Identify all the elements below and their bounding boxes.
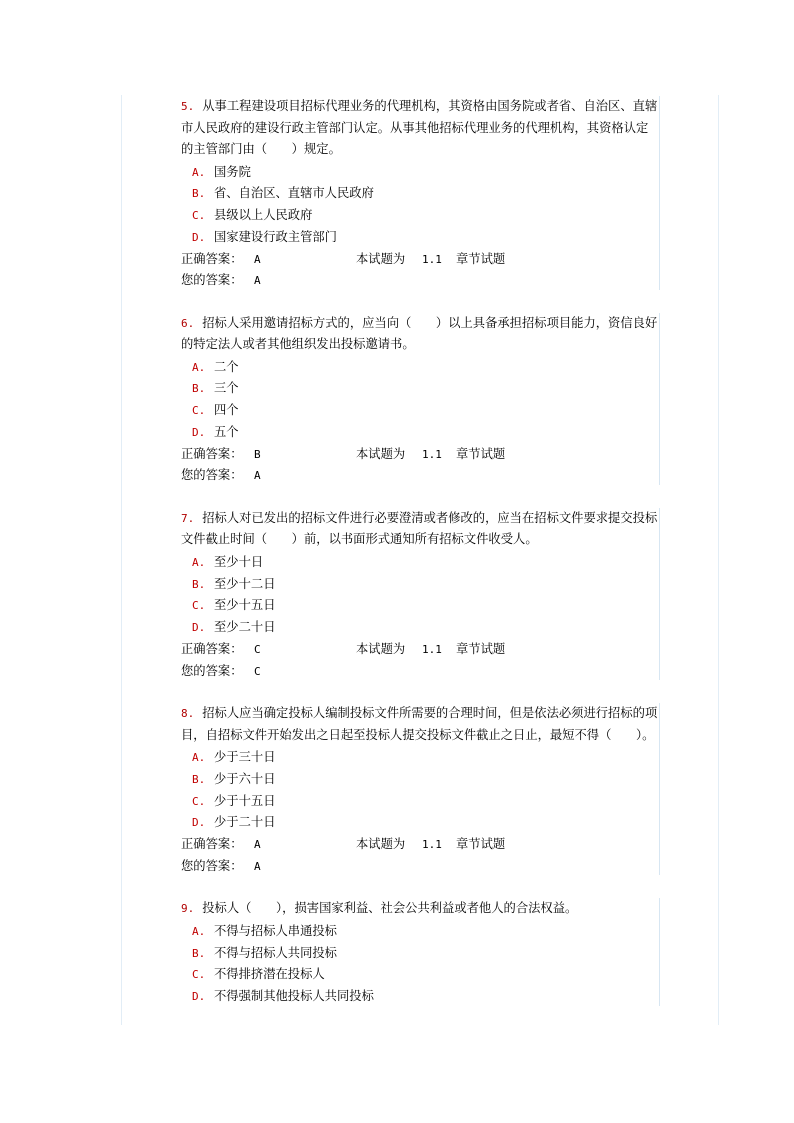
option-letter: C. bbox=[192, 404, 206, 418]
option-d bbox=[181, 617, 659, 639]
option-letter: B. bbox=[192, 577, 206, 591]
option-c bbox=[181, 964, 659, 986]
your-answer-row bbox=[181, 661, 659, 683]
your-answer-label: 您的答案： bbox=[181, 273, 243, 288]
question-item bbox=[181, 96, 659, 292]
question-item bbox=[181, 898, 659, 1008]
option-d bbox=[181, 812, 659, 834]
question-text-block bbox=[181, 313, 659, 356]
option-letter: D. bbox=[192, 230, 206, 244]
option-letter: A. bbox=[192, 360, 206, 374]
correct-answer-value: A bbox=[254, 252, 261, 266]
your-answer-label: 您的答案： bbox=[181, 663, 243, 678]
question-number: 9. bbox=[181, 902, 195, 916]
correct-answer-row bbox=[181, 444, 659, 466]
correct-answer-label: 正确答案： bbox=[181, 642, 243, 657]
option-c bbox=[181, 205, 659, 227]
option-text: 不得排挤潜在投标人 bbox=[214, 967, 325, 982]
option-a bbox=[181, 747, 659, 769]
correct-answer-label: 正确答案： bbox=[181, 446, 243, 461]
option-letter: B. bbox=[192, 382, 206, 396]
correct-answer-row bbox=[181, 834, 659, 856]
correct-answer-label: 正确答案： bbox=[181, 251, 243, 266]
option-letter: C. bbox=[192, 599, 206, 613]
option-letter: D. bbox=[192, 816, 206, 830]
question-number: 7. bbox=[181, 511, 195, 525]
option-c bbox=[181, 400, 659, 422]
score-label: 本试题为 bbox=[356, 837, 406, 852]
option-letter: C. bbox=[192, 209, 206, 223]
option-letter: A. bbox=[192, 555, 206, 569]
question-text-block bbox=[181, 898, 659, 920]
option-text: 少于十五日 bbox=[214, 793, 276, 808]
option-text: 少于二十日 bbox=[214, 815, 276, 830]
chapter-label: 章节试题 bbox=[456, 642, 506, 657]
correct-answer-row bbox=[181, 249, 659, 271]
option-text: 二个 bbox=[214, 359, 239, 374]
your-answer-value: A bbox=[254, 274, 261, 288]
option-letter: D. bbox=[192, 990, 206, 1004]
chapter-label: 章节试题 bbox=[456, 251, 506, 266]
correct-answer-value: A bbox=[254, 838, 261, 852]
correct-answer-label: 正确答案： bbox=[181, 837, 243, 852]
question-stem: 投标人（ ），损害国家利益、社会公共利益或者他人的合法权益。 bbox=[202, 901, 578, 916]
option-letter: A. bbox=[192, 165, 206, 179]
option-a bbox=[181, 921, 659, 943]
option-b bbox=[181, 769, 659, 791]
question-stem: 从事工程建设项目招标代理业务的代理机构，其资格由国务院或者省、自治区、直辖市人民政府的建设行政主管部门认定。从事其他招标代理业务的代理机构，其资格认定的主管部门由（ ）规定。 bbox=[181, 99, 658, 156]
chapter-label: 章节试题 bbox=[456, 837, 506, 852]
option-letter: A. bbox=[192, 751, 206, 765]
option-b bbox=[181, 378, 659, 400]
option-c bbox=[181, 595, 659, 617]
option-letter: C. bbox=[192, 968, 206, 982]
your-answer-label: 您的答案： bbox=[181, 858, 243, 873]
option-text: 国家建设行政主管部门 bbox=[214, 229, 337, 244]
option-letter: C. bbox=[192, 794, 206, 808]
score-label: 本试题为 bbox=[356, 251, 406, 266]
your-answer-value: A bbox=[254, 859, 261, 873]
question-list bbox=[181, 96, 659, 1029]
option-text: 不得强制其他投标人共同投标 bbox=[214, 989, 374, 1004]
correct-answer-row bbox=[181, 639, 659, 661]
option-text: 三个 bbox=[214, 381, 239, 396]
option-letter: B. bbox=[192, 772, 206, 786]
your-answer-value: A bbox=[254, 469, 261, 483]
option-a bbox=[181, 552, 659, 574]
option-text: 县级以上人民政府 bbox=[214, 208, 313, 223]
option-text: 少于六十日 bbox=[214, 771, 276, 786]
score-value: 1.1 bbox=[422, 643, 442, 657]
left-margin-line bbox=[121, 95, 122, 1025]
option-text: 至少十五日 bbox=[214, 598, 276, 613]
question-item bbox=[181, 508, 659, 682]
option-letter: D. bbox=[192, 621, 206, 635]
score-label: 本试题为 bbox=[356, 446, 406, 461]
option-a bbox=[181, 357, 659, 379]
option-text: 五个 bbox=[214, 425, 239, 440]
score-value: 1.1 bbox=[422, 252, 442, 266]
question-stem: 招标人应当确定投标人编制投标文件所需要的合理时间，但是依法必须进行招标的项目，自招标文件开始发出之日起至投标人提交投标文件截止之日止，最短不得（ ）。 bbox=[181, 706, 658, 742]
your-answer-row bbox=[181, 465, 659, 487]
score-label: 本试题为 bbox=[356, 642, 406, 657]
option-b bbox=[181, 574, 659, 596]
option-text: 省、自治区、直辖市人民政府 bbox=[214, 186, 374, 201]
your-answer-value: C bbox=[254, 664, 261, 678]
question-text-block bbox=[181, 508, 659, 551]
option-d bbox=[181, 227, 659, 249]
your-answer-row bbox=[181, 856, 659, 878]
score-value: 1.1 bbox=[422, 447, 442, 461]
option-text: 至少十日 bbox=[214, 554, 264, 569]
right-margin-line bbox=[718, 95, 719, 1025]
option-text: 国务院 bbox=[214, 164, 251, 179]
score-value: 1.1 bbox=[422, 838, 442, 852]
your-answer-label: 您的答案： bbox=[181, 468, 243, 483]
question-stem: 招标人采用邀请招标方式的，应当向（ ）以上具备承担招标项目能力，资信良好的特定法人或者其他组织发出投标邀请书。 bbox=[181, 315, 658, 352]
question-text-block bbox=[181, 703, 659, 746]
question-stem: 招标人对已发出的招标文件进行必要澄清或者修改的，应当在招标文件要求提交投标文件截止时间（ ）前，以书面形式通知所有招标文件收受人。 bbox=[181, 510, 658, 547]
question-text-block bbox=[181, 96, 659, 161]
option-text: 不得与招标人串通投标 bbox=[214, 923, 337, 938]
option-a bbox=[181, 162, 659, 184]
option-b bbox=[181, 943, 659, 965]
option-b bbox=[181, 183, 659, 205]
option-letter: A. bbox=[192, 924, 206, 938]
option-letter: B. bbox=[192, 187, 206, 201]
option-text: 四个 bbox=[214, 403, 239, 418]
chapter-label: 章节试题 bbox=[456, 446, 506, 461]
option-d bbox=[181, 986, 659, 1008]
option-letter: B. bbox=[192, 946, 206, 960]
option-text: 少于三十日 bbox=[214, 750, 276, 765]
your-answer-row bbox=[181, 270, 659, 292]
option-text: 至少二十日 bbox=[214, 620, 276, 635]
question-number: 8. bbox=[181, 707, 195, 721]
option-c bbox=[181, 791, 659, 813]
question-number: 5. bbox=[181, 100, 195, 113]
option-letter: D. bbox=[192, 426, 206, 440]
question-item bbox=[181, 703, 659, 877]
option-text: 不得与招标人共同投标 bbox=[214, 945, 337, 960]
option-text: 至少十二日 bbox=[214, 576, 276, 591]
question-item bbox=[181, 313, 659, 487]
correct-answer-value: C bbox=[254, 643, 261, 657]
correct-answer-value: B bbox=[254, 447, 261, 461]
question-number: 6. bbox=[181, 316, 195, 330]
option-d bbox=[181, 422, 659, 444]
